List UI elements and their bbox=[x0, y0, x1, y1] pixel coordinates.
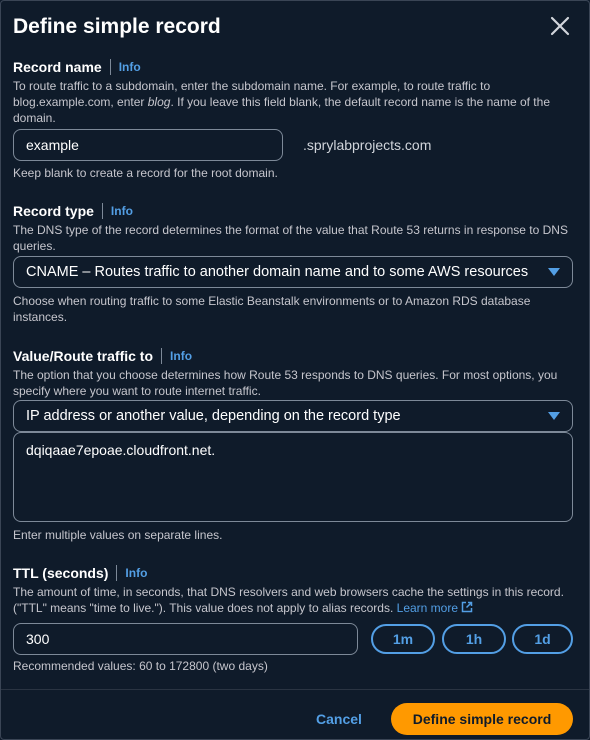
ttl-hint: Recommended values: 60 to 172800 (two days) bbox=[13, 659, 268, 673]
external-link-icon bbox=[461, 601, 473, 613]
value-route-info-link[interactable]: Info bbox=[170, 349, 193, 363]
record-name-info-link[interactable]: Info bbox=[118, 60, 141, 74]
ttl-section bbox=[13, 564, 571, 616]
caret-down-icon bbox=[548, 412, 560, 420]
record-name-description: To route traffic to a subdomain, enter the subdomain name. For example, to route traffic to blog.example.com, enter blog. If you leave this field blank, the default record name is the name of the domain. bbox=[13, 79, 550, 125]
record-name-section bbox=[13, 58, 571, 126]
domain-suffix: .sprylabprojects.com bbox=[303, 137, 432, 153]
value-textarea[interactable] bbox=[13, 432, 573, 522]
define-simple-record-button[interactable]: Define simple record bbox=[391, 703, 573, 735]
record-type-label: Record type bbox=[13, 203, 94, 219]
caret-down-icon bbox=[548, 268, 560, 276]
ttl-1h-button[interactable]: 1h bbox=[442, 624, 506, 654]
ttl-input[interactable] bbox=[13, 623, 358, 655]
close-icon[interactable] bbox=[549, 15, 571, 37]
modal-header bbox=[13, 13, 577, 43]
value-route-section bbox=[13, 347, 571, 399]
ttl-1d-button[interactable]: 1d bbox=[512, 624, 573, 654]
ttl-info-link[interactable]: Info bbox=[125, 566, 148, 580]
record-type-info-link[interactable]: Info bbox=[110, 204, 133, 218]
record-type-hint: Choose when routing traffic to some Elastic Beanstalk environments or to Amazon RDS database instances. bbox=[13, 294, 531, 324]
divider bbox=[116, 565, 117, 581]
learn-more-link[interactable]: Learn more bbox=[397, 601, 474, 615]
ttl-label: TTL (seconds) bbox=[13, 565, 109, 581]
record-type-description: The DNS type of the record determines the format of the value that Route 53 returns in response to DNS queries. bbox=[13, 223, 568, 253]
value-route-hint: Enter multiple values on separate lines. bbox=[13, 528, 223, 542]
divider bbox=[161, 348, 162, 364]
value-route-description: The option that you choose determines how Route 53 responds to DNS queries. For most options, you specify where you want to route internet traffic. bbox=[13, 368, 558, 398]
record-type-section bbox=[13, 202, 571, 254]
divider bbox=[110, 59, 111, 75]
ttl-1m-button[interactable]: 1m bbox=[371, 624, 435, 654]
ttl-description: The amount of time, in seconds, that DNS resolvers and web browsers cache the settings in this record. ("TTL" means "time to live."). This value does not apply to alias records. Learn more bbox=[13, 585, 564, 615]
record-type-selected: CNAME – Routes traffic to another domain name and to some AWS resources bbox=[26, 264, 529, 280]
record-type-select[interactable] bbox=[13, 256, 573, 288]
record-name-input[interactable] bbox=[13, 129, 283, 161]
value-route-label: Value/Route traffic to bbox=[13, 348, 154, 364]
route-traffic-selected: IP address or another value, depending on the record type bbox=[26, 408, 401, 424]
route-traffic-select[interactable] bbox=[13, 400, 573, 432]
divider bbox=[102, 203, 103, 219]
modal-title: Define simple record bbox=[13, 15, 221, 38]
record-name-hint: Keep blank to create a record for the root domain. bbox=[13, 166, 278, 180]
footer-divider bbox=[1, 689, 589, 690]
record-name-label: Record name bbox=[13, 59, 102, 75]
cancel-button[interactable]: Cancel bbox=[316, 711, 362, 727]
